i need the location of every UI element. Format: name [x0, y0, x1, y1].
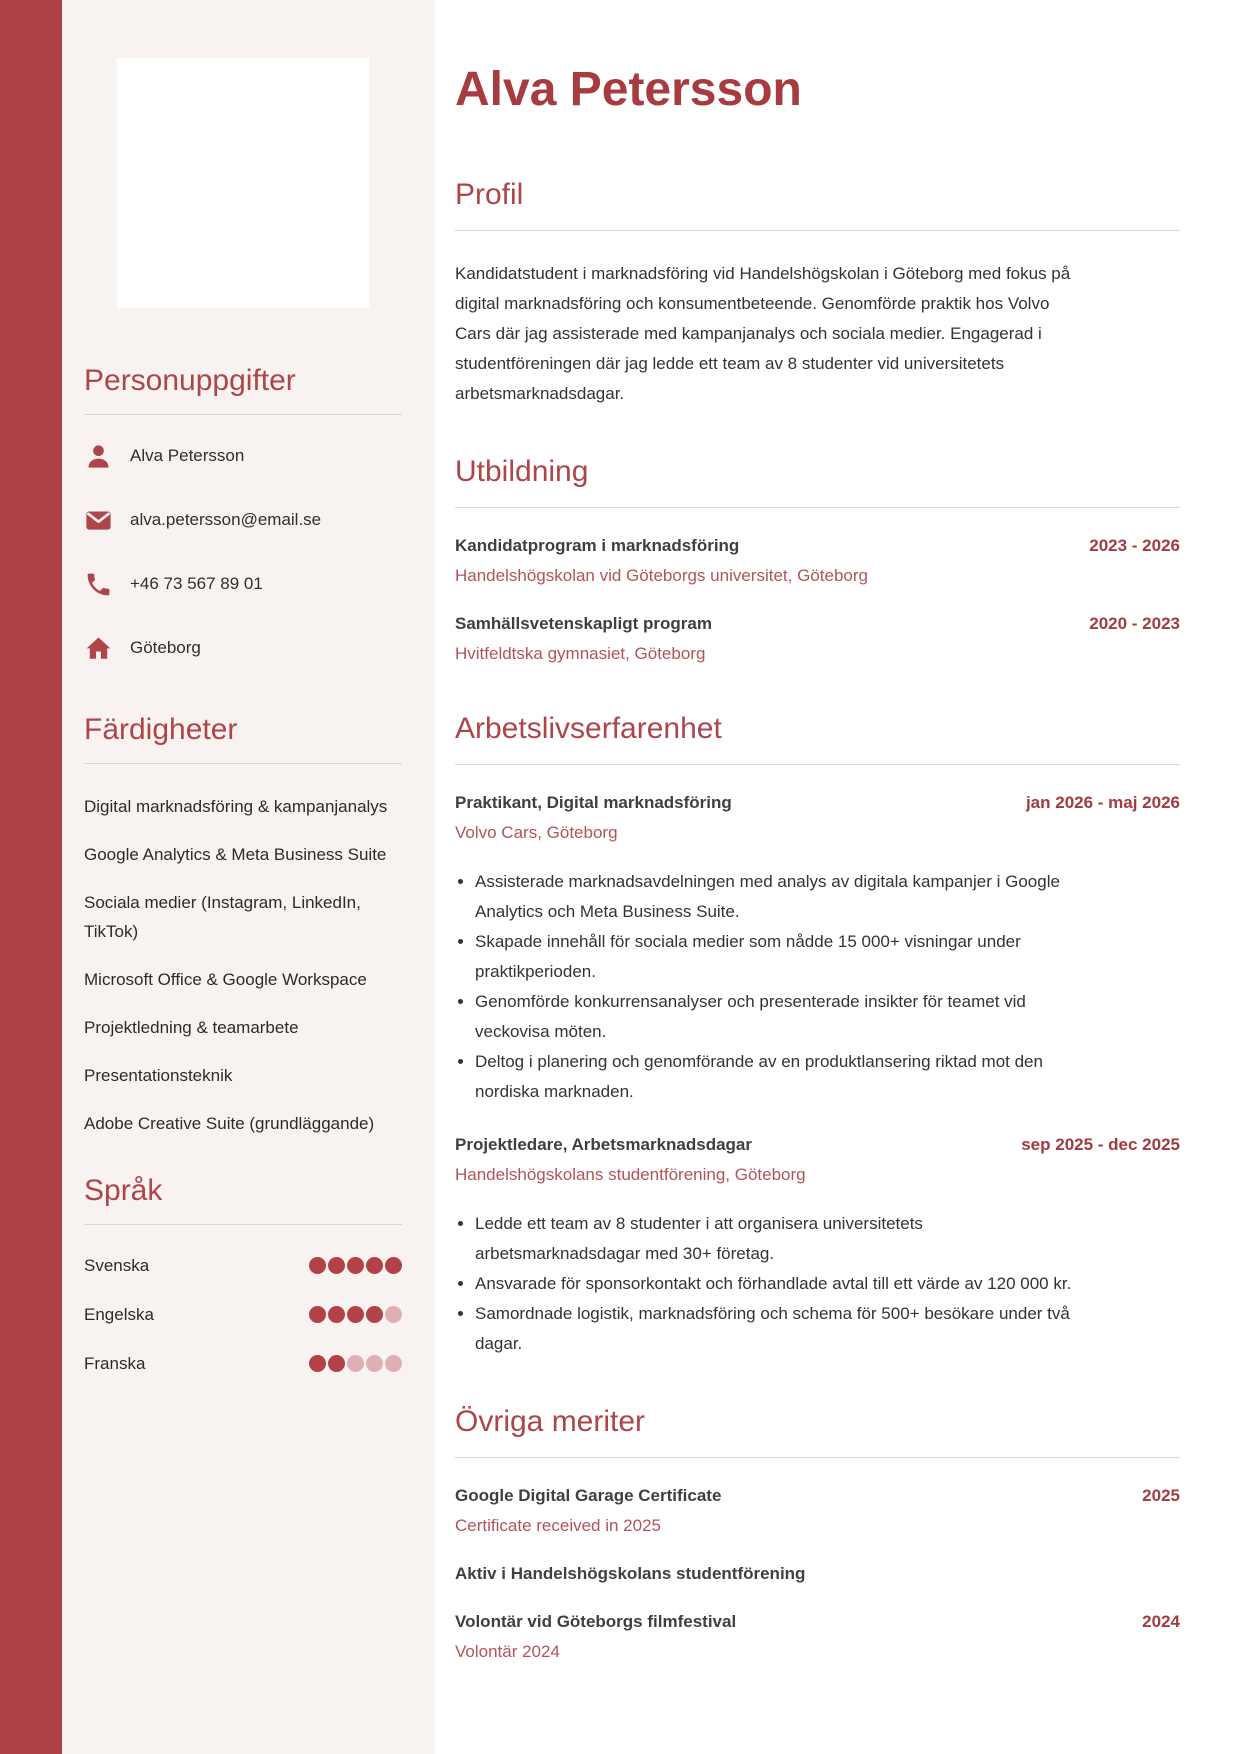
entry-organization: Hvitfeldtska gymnasiet, Göteborg	[455, 644, 706, 663]
merit-entry	[455, 1562, 1180, 1586]
sidebar-heading-skills: Färdigheter	[84, 713, 238, 746]
experience-bullet-list	[455, 1209, 1180, 1359]
sidebar-divider	[84, 763, 402, 764]
skill-item: Google Analytics & Meta Business Suite	[84, 845, 387, 864]
profile-photo-placeholder	[117, 58, 369, 308]
bullet-item: • Ansvarade för sponsorkontakt och förhandlade avtal till ett värde av 120 000 kr.	[475, 1269, 1075, 1299]
skill-item: Digital marknadsföring & kampanjanalys	[84, 797, 388, 816]
education-entry	[455, 534, 1180, 588]
skill-item: Adobe Creative Suite (grundläggande)	[84, 1114, 375, 1133]
sidebar-heading-languages: Språk	[84, 1174, 163, 1207]
bullet-item: • Samordnade logistik, marknadsföring och schema för 500+ besökare under två dagar.	[475, 1299, 1075, 1359]
entry-head	[455, 612, 1180, 636]
level-dot-filled	[366, 1257, 383, 1274]
section-divider	[455, 764, 1180, 765]
level-dot-empty	[366, 1355, 383, 1372]
language-list	[84, 1251, 402, 1378]
section-divider	[455, 1457, 1180, 1458]
language-name: Engelska	[84, 1304, 154, 1324]
section-divider	[455, 507, 1180, 508]
language-level-dots	[307, 1257, 402, 1274]
contact-row-name	[84, 441, 402, 471]
contact-email-value: alva.petersson@email.se	[130, 510, 322, 529]
language-row	[84, 1300, 402, 1329]
education-entry	[455, 612, 1180, 666]
language-row	[84, 1251, 402, 1280]
merit-entry	[455, 1484, 1180, 1538]
entry-date: jan 2026 - maj 2026	[1025, 793, 1180, 812]
bullet-item: • Ledde ett team av 8 studenter i att organisera universitetets arbetsmarknadsdagar med 30+ företag.	[475, 1209, 1075, 1269]
contact-row-email	[84, 505, 402, 535]
other-merit-entries	[455, 1484, 1180, 1664]
level-dot-filled	[328, 1355, 345, 1372]
entry-title: Google Digital Garage Certificate	[455, 1486, 722, 1505]
section-divider	[455, 230, 1180, 231]
entry-title: Samhällsvetenskapligt program	[455, 614, 712, 633]
contact-location-value: Göteborg	[130, 638, 201, 657]
entry-title: Aktiv i Handelshögskolans studentförening	[455, 1564, 806, 1583]
bullet-item: • Skapade innehåll för sociala medier som nådde 15 000+ visningar under praktikperioden.	[475, 927, 1075, 987]
level-dot-filled	[328, 1257, 345, 1274]
entry-date: 2020 - 2023	[1089, 614, 1180, 633]
level-dot-filled	[328, 1306, 345, 1323]
bullet-item: • Assisterade marknadsavdelningen med analys av digitala kampanjer i Google Analytics och Meta Business Suite.	[475, 867, 1075, 927]
skill-list	[84, 792, 402, 1138]
page-title: Alva Petersson	[455, 63, 802, 116]
sidebar-divider	[84, 1224, 402, 1225]
skill-item: Microsoft Office & Google Workspace	[84, 970, 367, 989]
entry-title: Kandidatprogram i marknadsföring	[455, 536, 740, 555]
level-dot-filled	[347, 1306, 364, 1323]
entry-head	[455, 1133, 1180, 1157]
language-level-dots	[307, 1355, 402, 1372]
experience-bullet-list	[455, 867, 1180, 1107]
section-heading-other-merits: Övriga meriter	[455, 1405, 646, 1438]
section-heading-profile: Profil	[455, 178, 524, 211]
contact-list	[84, 441, 402, 663]
entry-head	[455, 1562, 1180, 1586]
contact-row-location	[84, 633, 402, 663]
home-icon	[84, 634, 113, 663]
contact-phone-value: +46 73 567 89 01	[130, 574, 263, 593]
entry-date: 2025	[1142, 1486, 1180, 1505]
profile-summary: Kandidatstudent i marknadsföring vid Handelshögskolan i Göteborg med fokus på digital marknadsföring och konsumentbeteende. Genomförde praktik hos Volvo Cars där jag assisterade med kampanjanalys och sociala medier. Engagerad i studentföreningen där jag ledde ett team av 8 studenter vid universitetets arbetsmarknadsdagar.	[455, 264, 1071, 403]
person-icon	[84, 442, 113, 471]
merit-entry	[455, 1610, 1180, 1664]
entry-date: 2024	[1142, 1612, 1180, 1631]
language-name: Svenska	[84, 1255, 150, 1275]
level-dot-filled	[309, 1257, 326, 1274]
section-heading-education: Utbildning	[455, 455, 589, 488]
contact-name-value: Alva Petersson	[130, 446, 245, 465]
contact-row-phone	[84, 569, 402, 599]
entry-head	[455, 791, 1180, 815]
main-content	[435, 0, 1241, 1754]
skill-item: Projektledning & teamarbete	[84, 1018, 299, 1037]
entry-date: sep 2025 - dec 2025	[1021, 1135, 1180, 1154]
experience-entries	[455, 791, 1180, 1359]
level-dot-empty	[385, 1355, 402, 1372]
entry-organization: Handelshögskolans studentförening, Göteborg	[455, 1165, 806, 1184]
bullet-item: • Genomförde konkurrensanalyser och presenterade insikter för teamet vid veckovisa möten.	[475, 987, 1075, 1047]
bullet-item: • Deltog i planering och genomförande av en produktlansering riktad mot den nordiska marknaden.	[475, 1047, 1075, 1107]
entry-date: 2023 - 2026	[1089, 536, 1180, 555]
entry-subtitle: Certificate received in 2025	[455, 1516, 662, 1535]
phone-icon	[84, 570, 113, 599]
sidebar-divider	[84, 414, 402, 415]
language-row	[84, 1349, 402, 1378]
level-dot-filled	[347, 1257, 364, 1274]
experience-entry	[455, 1133, 1180, 1359]
entry-head	[455, 534, 1180, 558]
sidebar	[62, 0, 435, 1754]
skill-item: Presentationsteknik	[84, 1066, 233, 1085]
language-name: Franska	[84, 1353, 146, 1373]
envelope-icon	[84, 506, 113, 535]
language-level-dots	[307, 1306, 402, 1323]
level-dot-empty	[347, 1355, 364, 1372]
level-dot-filled	[309, 1306, 326, 1323]
experience-entry	[455, 791, 1180, 1107]
level-dot-filled	[366, 1306, 383, 1323]
education-entries	[455, 534, 1180, 666]
entry-head	[455, 1484, 1180, 1508]
entry-title: Volontär vid Göteborgs filmfestival	[455, 1612, 737, 1631]
level-dot-filled	[385, 1257, 402, 1274]
entry-organization: Handelshögskolan vid Göteborgs universitet, Göteborg	[455, 566, 868, 585]
entry-subtitle: Volontär 2024	[455, 1642, 560, 1661]
entry-organization: Volvo Cars, Göteborg	[455, 823, 618, 842]
sidebar-heading-personal: Personuppgifter	[84, 364, 296, 397]
section-heading-experience: Arbetslivserfarenhet	[455, 712, 722, 745]
entry-title: Praktikant, Digital marknadsföring	[455, 793, 732, 812]
entry-title: Projektledare, Arbetsmarknadsdagar	[455, 1135, 752, 1154]
left-accent-stripe	[0, 0, 62, 1754]
level-dot-filled	[309, 1355, 326, 1372]
skill-item: Sociala medier (Instagram, LinkedIn, TikTok)	[84, 893, 361, 941]
entry-head	[455, 1610, 1180, 1634]
level-dot-empty	[385, 1306, 402, 1323]
